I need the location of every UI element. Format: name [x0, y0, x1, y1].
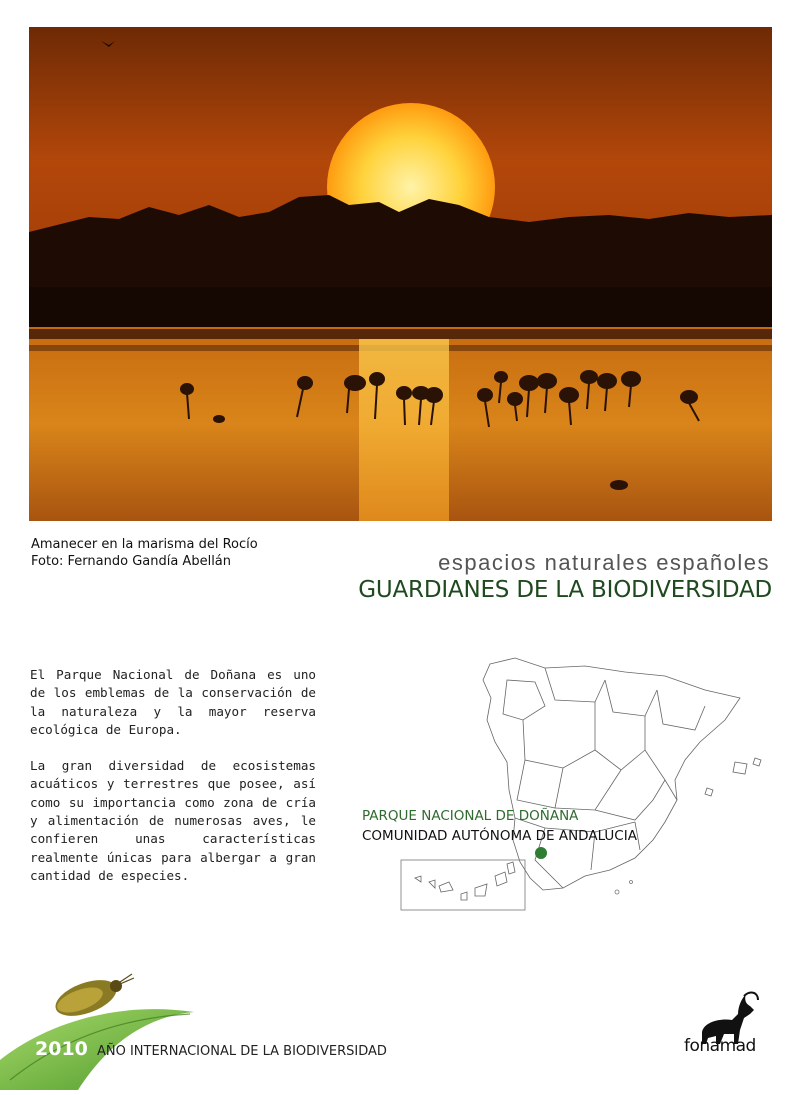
series-subtitle: espacios naturales españoles	[438, 550, 770, 575]
page-title: GUARDIANES DE LA BIODIVERSIDAD	[358, 577, 772, 603]
footer-label: AÑO INTERNACIONAL DE LA BIODIVERSIDAD	[96, 1044, 387, 1059]
leaf-beetle-graphic	[0, 970, 200, 1090]
description	[30, 666, 316, 903]
caption-title: Amanecer en la marisma del Rocío	[31, 537, 258, 552]
logo-text: fonamad	[684, 1036, 756, 1056]
footer-banner	[35, 1038, 387, 1060]
caption-credit: Foto: Fernando Gandía Abellán	[31, 554, 232, 569]
sunset-photo	[29, 27, 772, 521]
footer-year: 2010	[35, 1038, 88, 1060]
park-label: PARQUE NACIONAL DE DOÑANA	[362, 808, 579, 824]
photo-caption	[31, 536, 258, 570]
description-paragraph-2: La gran diversidad de ecosistemas acuáticos y terrestres que posee, así como su importancia como zona de cría y alimentación de numerosas aves, le confieren unas características realmente únicas para albergar a gran cantidad de especies.	[30, 758, 316, 883]
spain-map	[395, 650, 775, 920]
description-paragraph-1: El Parque Nacional de Doñana es uno de los emblemas de la conservación de la naturaleza y la mayor reserva ecológica de Europa.	[30, 667, 316, 737]
region-label: COMUNIDAD AUTÓNOMA DE ANDALUCIA	[362, 828, 637, 844]
donana-marker	[535, 847, 547, 859]
